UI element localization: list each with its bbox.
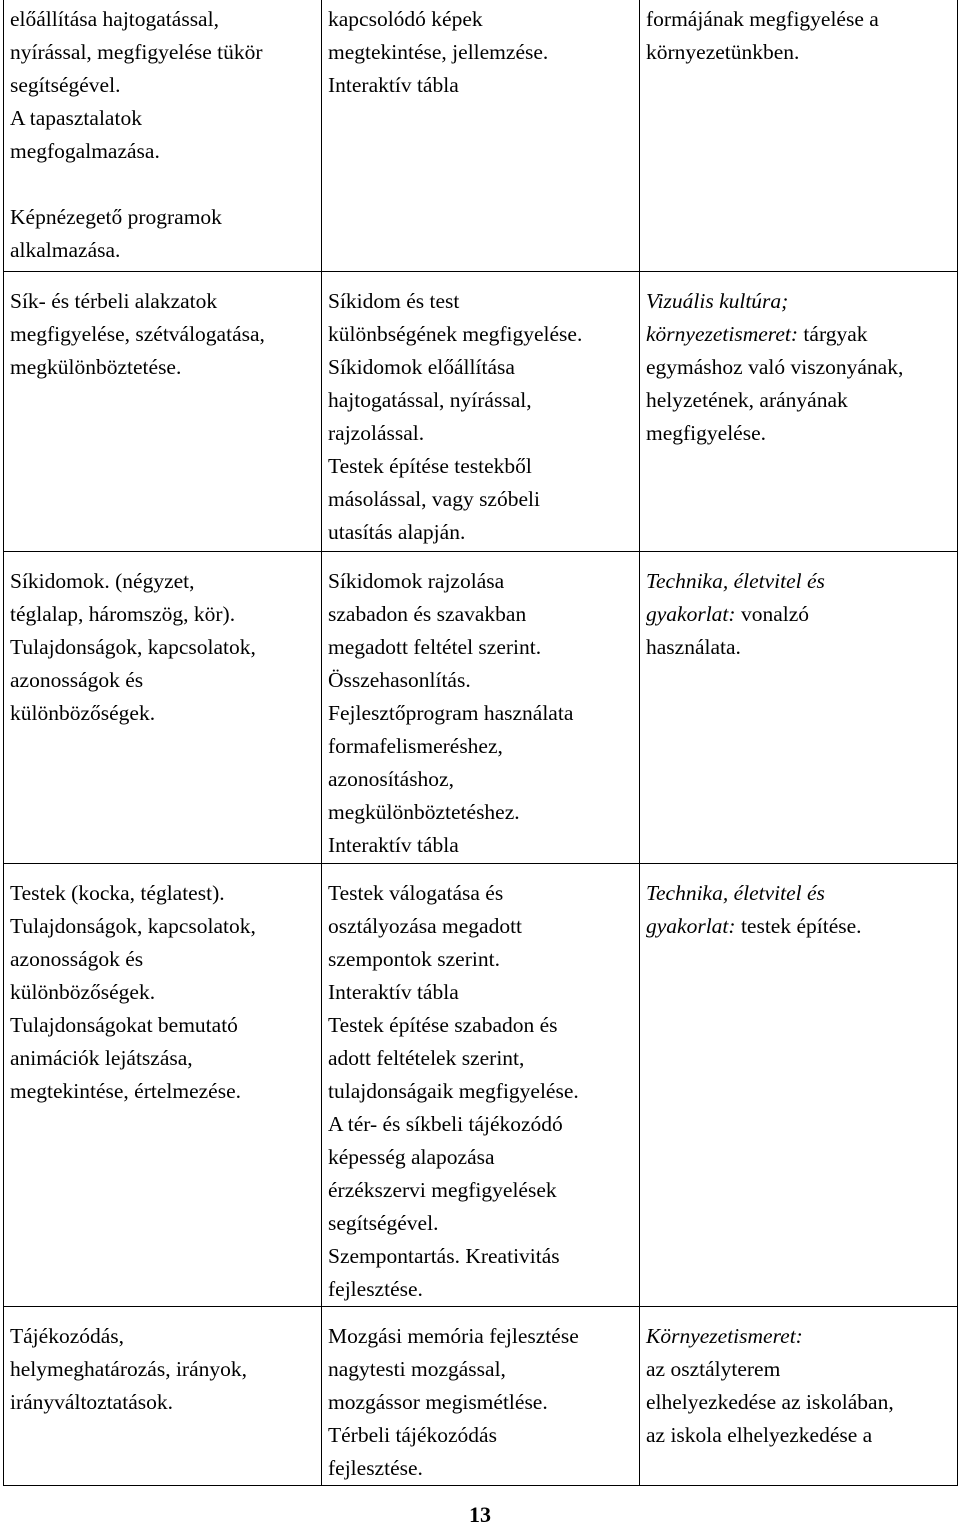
cell-line: fejlesztése. <box>328 1276 423 1301</box>
cell-line: adott feltételek szerint, <box>328 1045 525 1070</box>
cell-line <box>646 1320 951 1353</box>
cell-line: előállítása hajtogatással, <box>10 7 219 31</box>
subject-name: gyakorlat: <box>646 601 736 626</box>
table-row <box>4 863 958 1306</box>
connection-cell <box>640 1306 958 1485</box>
cell-line: érzékszervi megfigyelések <box>328 1177 557 1202</box>
table-row <box>4 271 958 551</box>
connection-cell <box>640 863 958 1306</box>
cell-text: testek építése. <box>735 913 862 938</box>
cell-line: nagytesti mozgással, <box>328 1356 506 1381</box>
cell-line: megtekintése, jellemzése. <box>328 40 549 64</box>
cell-line <box>646 1353 951 1386</box>
cell-line: különbözőségek. <box>10 979 156 1004</box>
cell-text: elhelyezkedése az iskolában, <box>646 1389 894 1414</box>
cell-line: kapcsolódó képek <box>328 7 483 31</box>
cell-line: fejlesztése. <box>328 1455 423 1480</box>
cell-line: másolással, vagy szóbeli <box>328 486 540 511</box>
cell-line: Interaktív tábla <box>328 979 459 1004</box>
cell-line: Interaktív tábla <box>328 73 459 97</box>
cell-text: az iskola elhelyezkedése a <box>646 1422 873 1447</box>
cell-line: Síkidomok. (négyzet, <box>10 568 195 593</box>
cell-line <box>646 598 951 631</box>
cell-line: Síkidomok rajzolása <box>328 568 505 593</box>
cell-line <box>646 1386 951 1419</box>
cell-line: szabadon és szavakban <box>328 601 527 626</box>
cell-line: A tér- és síkbeli tájékozódó <box>328 1111 563 1136</box>
subject-name: Vizuális kultúra; <box>646 288 789 313</box>
subject-name: Technika, életvitel és <box>646 880 825 905</box>
cell-line: mozgássor megismétlése. <box>328 1389 548 1414</box>
cell-line: osztályozása megadott <box>328 913 523 938</box>
topic-cell <box>4 0 322 271</box>
cell-line: környezetünkben. <box>646 40 800 64</box>
cell-line: Testek válogatása és <box>328 880 504 905</box>
cell-line: szempontok szerint. <box>328 946 500 971</box>
cell-text: megfigyelése. <box>646 420 766 445</box>
cell-line: Testek építése testekből <box>328 453 532 478</box>
cell-line: Síkidomok előállítása <box>328 354 515 379</box>
connection-cell <box>640 271 958 551</box>
cell-line: segítségével. <box>10 73 121 97</box>
cell-line: Sík- és térbeli alakzatok <box>10 288 218 313</box>
table-row <box>4 0 958 271</box>
subject-name: környezetismeret: <box>646 321 799 346</box>
topic-cell <box>4 271 322 551</box>
cell-line: azonosságok és <box>10 667 144 692</box>
topic-cell <box>4 863 322 1306</box>
connection-cell <box>640 0 958 271</box>
cell-line <box>646 351 951 384</box>
cell-line <box>646 565 951 598</box>
cell-line <box>646 318 951 351</box>
cell-line: Síkidom és test <box>328 288 460 313</box>
activity-cell <box>322 0 640 271</box>
activity-cell <box>322 551 640 863</box>
page-number: 13 <box>469 1502 491 1527</box>
connection-cell <box>640 551 958 863</box>
topic-cell <box>4 551 322 863</box>
cell-line <box>646 1419 951 1452</box>
cell-line: megadott feltétel szerint. <box>328 634 542 659</box>
cell-line: Szempontartás. Kreativitás <box>328 1243 560 1268</box>
cell-line: azonosításhoz, <box>328 766 454 791</box>
cell-line: alkalmazása. <box>10 238 121 262</box>
cell-line: Interaktív tábla <box>328 832 459 857</box>
subject-name: gyakorlat: <box>646 913 736 938</box>
topic-cell <box>4 1306 322 1485</box>
cell-text: helyzetének, arányának <box>646 387 848 412</box>
subject-name: Környezetismeret: <box>646 1323 803 1348</box>
cell-line: téglalap, háromszög, kör). <box>10 601 236 626</box>
cell-line: Összehasonlítás. <box>328 667 471 692</box>
cell-line: tulajdonságaik megfigyelése. <box>328 1078 579 1103</box>
cell-line: segítségével. <box>328 1210 439 1235</box>
cell-line: Képnézegető programok <box>10 205 222 229</box>
cell-line: megkülönböztetéshez. <box>328 799 520 824</box>
cell-text: vonalzó <box>735 601 809 626</box>
cell-line: megtekintése, értelmezése. <box>10 1078 242 1103</box>
activity-cell <box>322 863 640 1306</box>
cell-line: Testek építése szabadon és <box>328 1012 558 1037</box>
cell-line <box>646 877 951 910</box>
subject-name: Technika, életvitel és <box>646 568 825 593</box>
cell-line: Térbeli tájékozódás <box>328 1422 497 1447</box>
cell-line <box>646 384 951 417</box>
cell-line: Tulajdonságokat bemutató <box>10 1012 238 1037</box>
cell-line: különbségének megfigyelése. <box>328 321 583 346</box>
table-row <box>4 1306 958 1485</box>
activity-cell <box>322 1306 640 1485</box>
cell-line: különbözőségek. <box>10 700 156 725</box>
cell-line: megfigyelése, szétválogatása, <box>10 321 265 346</box>
cell-line: megfogalmazása. <box>10 139 160 163</box>
cell-line <box>646 631 951 664</box>
cell-line: helymeghatározás, irányok, <box>10 1356 248 1381</box>
cell-line: Tájékozódás, <box>10 1323 125 1348</box>
activity-cell <box>322 271 640 551</box>
cell-line: Mozgási memória fejlesztése <box>328 1323 579 1348</box>
cell-line: Tulajdonságok, kapcsolatok, <box>10 634 256 659</box>
cell-line <box>10 168 315 201</box>
cell-line <box>646 285 951 318</box>
cell-line: Testek (kocka, téglatest). <box>10 880 225 905</box>
cell-line: formafelismeréshez, <box>328 733 503 758</box>
cell-line: megkülönböztetése. <box>10 354 182 379</box>
cell-line: utasítás alapján. <box>328 519 466 544</box>
cell-line: nyírással, megfigyelése tükör <box>10 40 263 64</box>
table-row <box>4 551 958 863</box>
cell-line: azonosságok és <box>10 946 144 971</box>
cell-line: képesség alapozása <box>328 1144 495 1169</box>
cell-text: egymáshoz való viszonyának, <box>646 354 904 379</box>
cell-line: A tapasztalatok <box>10 106 142 130</box>
cell-line: animációk lejátszása, <box>10 1045 193 1070</box>
cell-line: rajzolással. <box>328 420 425 445</box>
cell-line: formájának megfigyelése a <box>646 7 879 31</box>
cell-line: Fejlesztőprogram használata <box>328 700 574 725</box>
cell-line: Tulajdonságok, kapcsolatok, <box>10 913 256 938</box>
cell-text: használata. <box>646 634 741 659</box>
cell-text: tárgyak <box>798 321 868 346</box>
cell-line <box>646 417 951 450</box>
cell-line: hajtogatással, nyírással, <box>328 387 532 412</box>
cell-line: irányváltoztatások. <box>10 1389 173 1414</box>
cell-line <box>646 910 951 943</box>
cell-text: az osztályterem <box>646 1356 781 1381</box>
curriculum-table <box>3 0 958 1486</box>
